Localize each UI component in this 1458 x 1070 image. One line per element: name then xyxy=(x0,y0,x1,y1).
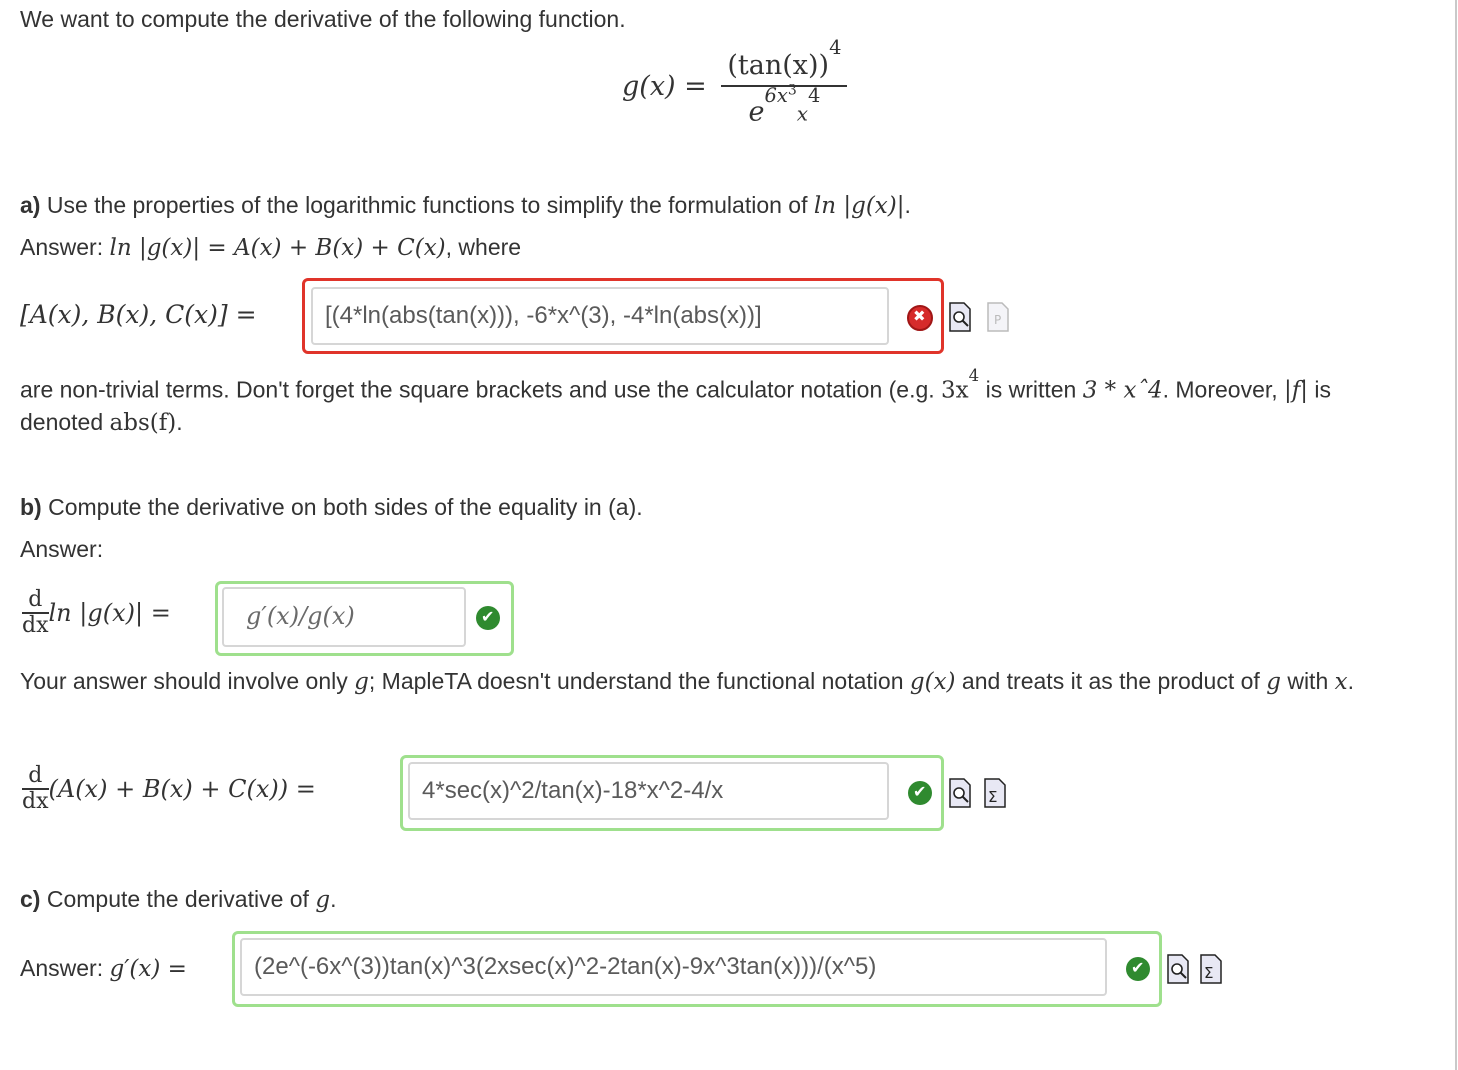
part-c-prompt xyxy=(20,886,336,913)
part-a-input[interactable]: [(4*ln(abs(tan(x))), -6*x^(3), -4*ln(abs(x))] xyxy=(311,287,889,345)
part-c-text: Compute the derivative of xyxy=(40,886,316,912)
part-c-g: g xyxy=(315,887,331,913)
dx-denominator-2: dx xyxy=(22,789,49,814)
formula-fraction xyxy=(721,36,847,128)
note-absf: abs(f) xyxy=(109,410,177,436)
note-text-4: is xyxy=(1308,376,1332,403)
note-abs-f: |f| xyxy=(1284,377,1309,404)
d-dx-fraction-1 xyxy=(22,588,49,638)
formula-icon[interactable] xyxy=(984,778,1006,808)
preview-icon[interactable] xyxy=(949,302,971,332)
part-a-ln-expr: ln |g(x)| xyxy=(813,193,905,219)
part-a-answer-expr: ln |g(x)| = A(x) + B(x) + C(x) xyxy=(109,235,446,261)
right-border xyxy=(1455,0,1457,1070)
check-icon xyxy=(476,606,500,630)
part-c-input[interactable]: (2e^(-6x^(3))tan(x)^3(2xsec(x)^2-2tan(x)-9x^3tan(x)))/(x^5) xyxy=(240,938,1107,996)
part-a-where: , where xyxy=(445,234,522,260)
part-b-note-text-2: ; MapleTA doesn't understand the functional notation xyxy=(368,668,910,694)
svg-text:Σ: Σ xyxy=(1204,964,1214,982)
part-a-answer-line xyxy=(20,234,521,261)
check-icon xyxy=(908,781,932,805)
formula-den-x: x xyxy=(796,101,808,126)
part-b-input-2[interactable]: 4*sec(x)^2/tan(x)-18*x^2-4/x xyxy=(408,762,889,820)
note-example-base: 3x xyxy=(941,377,969,404)
part-c-answer-line xyxy=(20,955,187,982)
part-b-lhs-1 xyxy=(22,588,171,638)
dx-denominator: dx xyxy=(22,613,49,638)
note-text-6: . xyxy=(176,409,183,435)
part-b-note-text-3: and treats it as the product of xyxy=(955,668,1267,694)
part-b-note xyxy=(20,668,1354,695)
part-a-note-2 xyxy=(20,409,183,436)
note-text-5: denoted xyxy=(20,409,110,435)
part-b-note-g: g xyxy=(354,669,369,695)
part-a-note-1 xyxy=(20,366,1332,404)
part-a-prompt xyxy=(20,192,911,219)
part-b-answer-label: Answer: xyxy=(20,536,104,562)
part-b-lhs2-expr: (A(x) + B(x) + C(x)) = xyxy=(48,775,316,803)
disabled-formula-icon xyxy=(987,302,1009,332)
part-b-lhs-2 xyxy=(22,764,316,814)
part-c-answer-label: Answer: xyxy=(20,955,110,981)
note-calc-notation: 3 * xˆ4 xyxy=(1082,377,1163,404)
svg-text:P: P xyxy=(994,313,1002,327)
formula-numerator: (tan(x)) xyxy=(727,50,830,81)
part-a-answer-label: Answer: xyxy=(20,234,110,260)
note-example-exp: 4 xyxy=(968,366,980,385)
part-b-lhs1-expr: ln |g(x)| = xyxy=(48,599,171,627)
formula-den-x-exp: 4 xyxy=(808,84,821,108)
part-b-note-text-1: Your answer should involve only xyxy=(20,668,355,694)
part-b-note-x: x xyxy=(1334,669,1348,695)
preview-icon[interactable] xyxy=(1167,954,1189,984)
error-icon xyxy=(907,305,933,331)
part-a-period: . xyxy=(904,192,911,218)
note-text-2: is written xyxy=(979,376,1083,403)
d-dx-fraction-2 xyxy=(22,764,49,814)
formula-den-e-exp3: 3 xyxy=(787,83,797,99)
part-c-label: c) xyxy=(20,886,41,912)
part-b-note-text-4: with xyxy=(1280,668,1335,694)
part-b-note-g2: g xyxy=(1266,669,1281,695)
formula-num-exp: 4 xyxy=(829,36,842,59)
part-b-label: b) xyxy=(20,494,42,520)
part-b-prompt xyxy=(20,494,643,521)
intro-text: We want to compute the derivative of the following function. xyxy=(20,6,626,32)
d-numerator-2: d xyxy=(22,764,49,790)
part-c-period: . xyxy=(330,886,337,912)
formula-lhs: g(x) = xyxy=(622,71,707,103)
note-text-3: . Moreover, xyxy=(1162,376,1285,403)
part-a-text: Use the properties of the logarithmic functions to simplify the formulation of xyxy=(40,192,814,218)
svg-text:Σ: Σ xyxy=(988,788,998,806)
part-a-field-label: [A(x), B(x), C(x)] = xyxy=(20,300,257,329)
part-a-label: a) xyxy=(20,192,41,218)
preview-icon[interactable] xyxy=(949,778,971,808)
part-b-note-text-5: . xyxy=(1347,668,1354,694)
formula-den-e-exp: 6x xyxy=(764,84,788,108)
part-b-input-1[interactable]: g′(x)/g(x) xyxy=(222,587,466,647)
function-formula xyxy=(622,36,847,128)
part-b-note-gx: g(x) xyxy=(909,669,956,695)
check-icon xyxy=(1126,957,1150,981)
d-numerator: d xyxy=(22,588,49,614)
note-text-1: are non-trivial terms. Don't forget the square brackets and use the calculator notation (e.g. xyxy=(20,376,942,403)
part-b-text: Compute the derivative on both sides of the equality in (a). xyxy=(41,494,643,520)
part-c-lhs: g′(x) = xyxy=(109,956,187,982)
formula-den-e: e xyxy=(748,96,765,128)
formula-icon[interactable] xyxy=(1200,954,1222,984)
